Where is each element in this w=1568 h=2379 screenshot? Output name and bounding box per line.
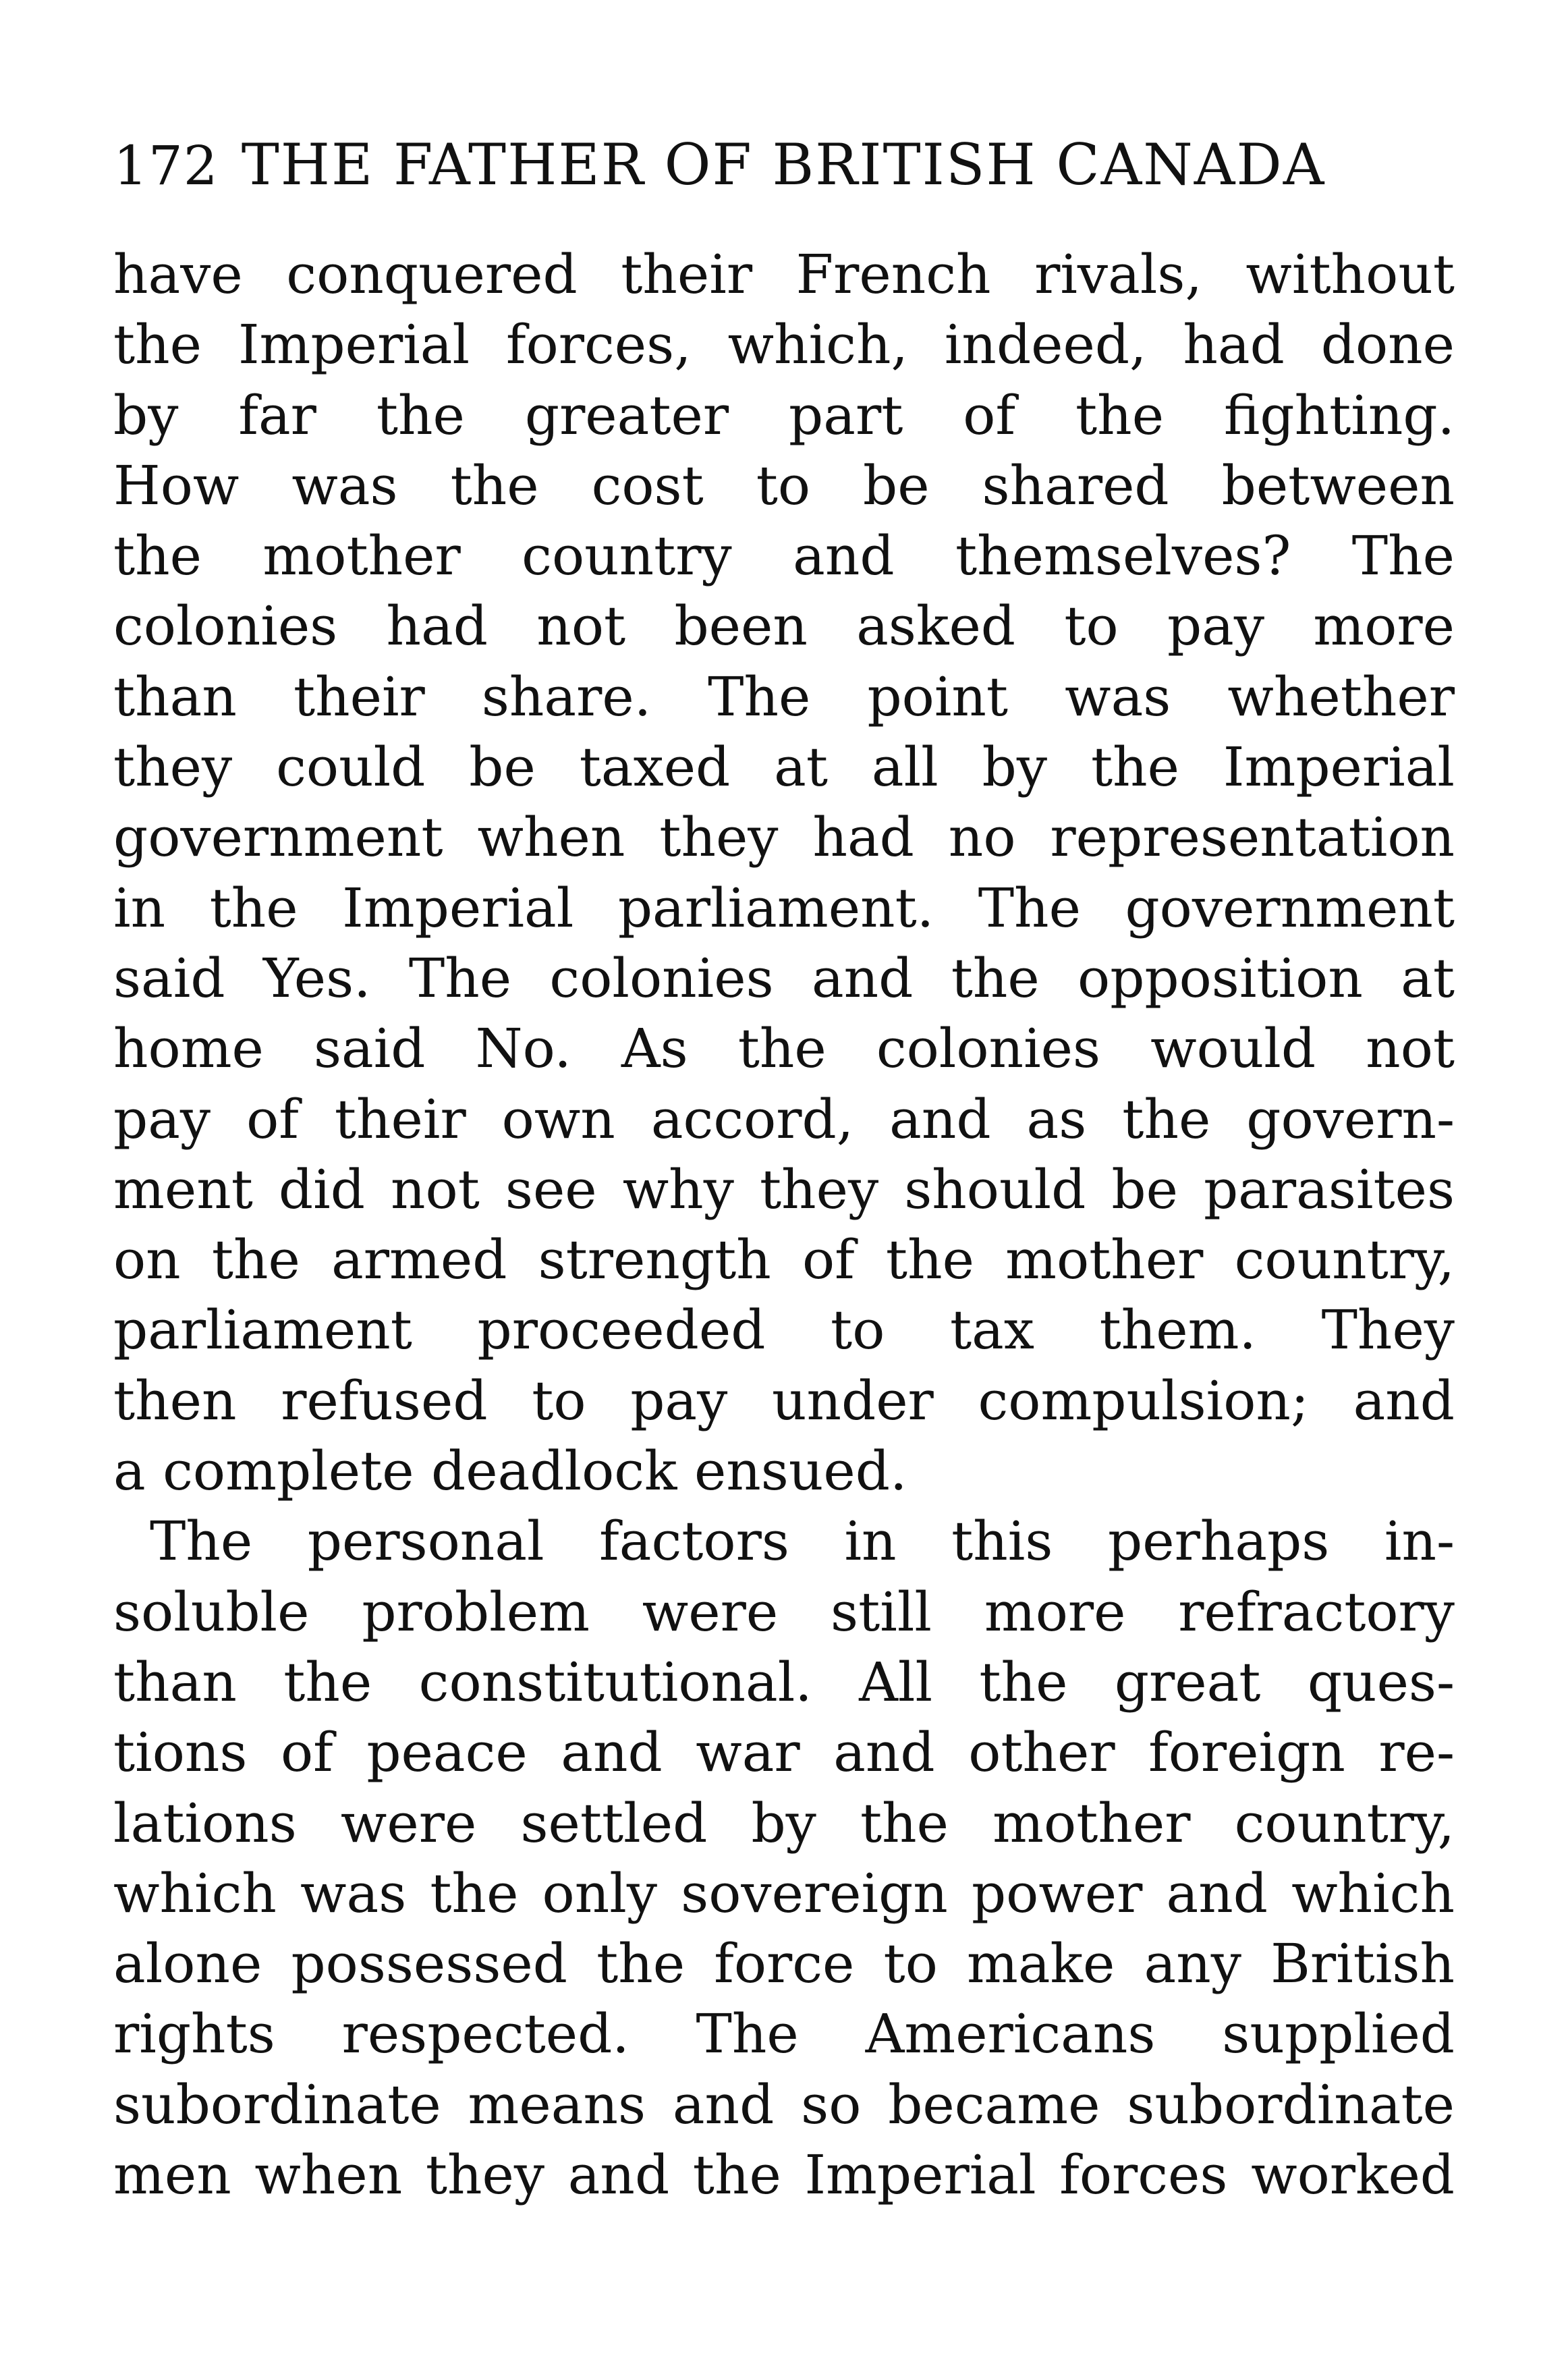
body-text: [113, 240, 1455, 2210]
text-line: then refused to pay under compulsion; and: [113, 1369, 1455, 1432]
text-line: How was the cost to be shared between: [113, 454, 1455, 517]
text-line: have conquered their French rivals, without: [113, 243, 1455, 306]
text-line: they could be taxed at all by the Imperial: [113, 736, 1455, 799]
text-line: soluble problem were still more refractory: [113, 1580, 1455, 1643]
text-line: men when they and the Imperial forces worked: [113, 2143, 1455, 2207]
text-line: by far the greater part of the fighting.: [113, 383, 1455, 447]
page-header: [113, 132, 1455, 206]
text-line: which was the only sovereign power and which: [113, 1861, 1455, 1925]
text-line: tions of peace and war and other foreign re-: [113, 1721, 1455, 1784]
text-line: ment did not see why they should be parasites: [113, 1157, 1455, 1221]
text-line: pay of their own accord, and as the govern-: [113, 1087, 1455, 1151]
paragraph-start-line: The personal factors in this perhaps in-: [150, 1510, 1455, 1573]
text-line: alone possessed the force to make any British: [113, 1932, 1455, 1996]
text-line: the mother country and themselves? The: [113, 524, 1455, 588]
running-head: THE FATHER OF BRITISH CANADA: [241, 132, 1326, 198]
text-line: rights respected. The Americans supplied: [113, 2002, 1455, 2066]
text-line: parliament proceeded to tax them. They: [113, 1298, 1455, 1362]
paragraph-end-line: a complete deadlock ensued.: [113, 1440, 907, 1503]
text-line: lations were settled by the mother country,: [113, 1791, 1455, 1855]
text-line: home said No. As the colonies would not: [113, 1017, 1455, 1081]
text-line: the Imperial forces, which, indeed, had done: [113, 313, 1455, 377]
text-line: than their share. The point was whether: [113, 665, 1455, 728]
text-line: subordinate means and so became subordinate: [113, 2073, 1455, 2136]
text-line: on the armed strength of the mother country,: [113, 1228, 1455, 1292]
text-line: colonies had not been asked to pay more: [113, 595, 1455, 658]
text-line: said Yes. The colonies and the opposition at: [113, 946, 1455, 1010]
page-number: 172: [113, 134, 219, 197]
text-line: than the constitutional. All the great ques-: [113, 1650, 1455, 1714]
text-line: government when they had no representation: [113, 806, 1455, 869]
text-line: in the Imperial parliament. The government: [113, 876, 1455, 939]
